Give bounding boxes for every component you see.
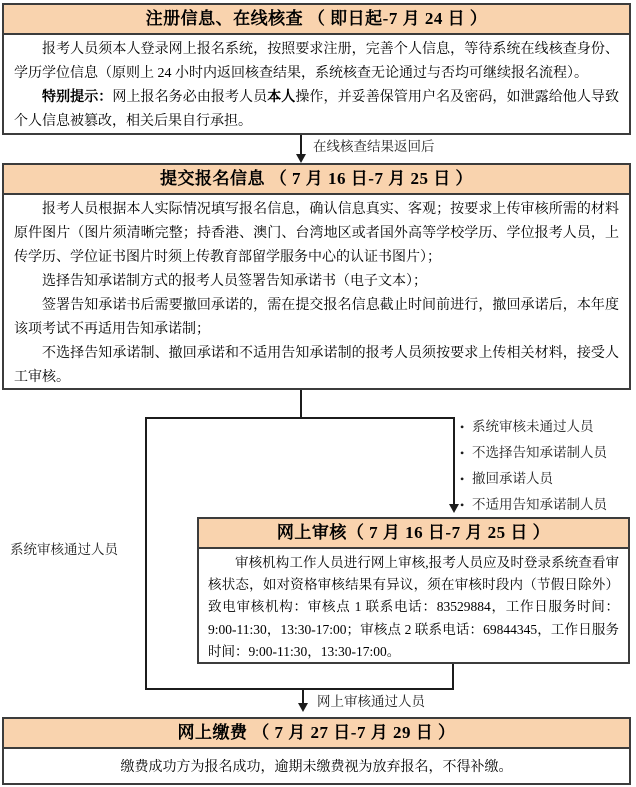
online-review-box — [197, 517, 630, 664]
connector-branch-horizontal — [145, 417, 455, 419]
pay-box-title: 网上缴费 （ 7 月 27 日-7 月 29 日 ） — [4, 719, 629, 749]
register-box-title: 注册信息、在线核查 （ 即日起-7 月 24 日 ） — [4, 5, 629, 35]
bullet-icon: • — [460, 472, 465, 486]
pay-box-body — [4, 749, 629, 784]
arrow-down-icon — [296, 154, 306, 163]
pay-paragraph-1: 缴费成功方为报名成功，逾期未缴费视为放弃报名，不得补缴。 — [120, 760, 513, 775]
register-paragraph-1: 报考人员须本人登录网上报名系统，按照要求注册，完善个人信息，等待系统在线核查身份、学历学位信息（原则上 24 小时内返回核查结果，系统核查无论通过与否均可继续报名流程）。 — [14, 42, 619, 81]
review-box-body — [199, 549, 628, 666]
manual-review-group-list — [460, 414, 607, 518]
special-note-label: 特别提示： — [42, 90, 113, 105]
bullet-icon: • — [460, 446, 465, 460]
connector-review-bottom — [452, 664, 454, 688]
in-person-emphasis: 本人 — [267, 90, 296, 105]
connector-right-branch — [453, 417, 455, 506]
online-review-passed-label: 网上审核通过人员 — [317, 694, 425, 709]
register-online-check-box — [2, 3, 631, 135]
list-item: • 系统审核未通过人员 — [460, 414, 607, 440]
review-box-title: 网上审核（ 7 月 16 日-7 月 25 日 ） — [199, 519, 628, 549]
submit-box-body — [4, 195, 629, 394]
list-item: • 不适用告知承诺制人员 — [460, 492, 607, 518]
connector-register-to-submit — [300, 135, 302, 156]
submit-paragraph-4: 不选择告知承诺制、撤回承诺和不适用告知承诺制的报考人员须按要求上传相关材料，接受人工审核。 — [14, 346, 619, 385]
system-check-passed-label: 系统审核通过人员 — [10, 542, 118, 557]
register-box-body — [4, 35, 629, 138]
connector-join-horizontal — [145, 688, 454, 690]
submit-paragraph-2: 选择告知承诺制方式的报考人员签署告知承诺书（电子文本）； — [42, 274, 427, 289]
submit-box-title: 提交报名信息 （ 7 月 16 日-7 月 25 日 ） — [4, 165, 629, 195]
connector-left-branch — [145, 417, 147, 688]
after-online-check-label: 在线核查结果返回后 — [313, 139, 435, 154]
arrow-down-icon — [449, 504, 459, 513]
online-payment-box — [2, 717, 631, 785]
submit-paragraph-1: 报考人员根据本人实际情况填写报名信息，确认信息真实、客观；按要求上传审核所需的材料原件图片（图片须清晰完整；持香港、澳门、台湾地区或者国外高等学校学历、学位报考人员，上传学历、学位证书图片时须上传教育部留学服务中心的认证书图片）； — [14, 202, 619, 265]
list-item: • 不选择告知承诺制人员 — [460, 440, 607, 466]
list-item: • 撤回承诺人员 — [460, 466, 607, 492]
connector-submit-stub — [300, 390, 302, 417]
register-paragraph-2: 特别提示：网上报名务必由报考人员本人操作，并妥善保管用户名及密码，如泄露给他人导致个人信息被篡改，相关后果自行承担。 — [14, 90, 620, 129]
bullet-icon: • — [460, 420, 465, 434]
bullet-icon: • — [460, 498, 465, 512]
submit-info-box — [2, 163, 631, 390]
arrow-down-icon — [298, 703, 308, 712]
review-paragraph-1: 审核机构工作人员进行网上审核,报考人员应及时登录系统查看审核状态，如对资格审核结果有异议，须在审核时段内（节假日除外）致电审核机构：审核点 1 联系电话：83529884，工作日服务时间：9:00-11:30，13:30-17:00；审核点 2 联系电话：69844345，工作日服务时间：9:00-11:30，13:30-17:00。 — [208, 555, 619, 659]
submit-paragraph-3: 签署告知承诺书后需要撤回承诺的，需在提交报名信息截止时间前进行，撤回承诺后，本年度该项考试不再适用告知承诺制； — [14, 298, 619, 337]
